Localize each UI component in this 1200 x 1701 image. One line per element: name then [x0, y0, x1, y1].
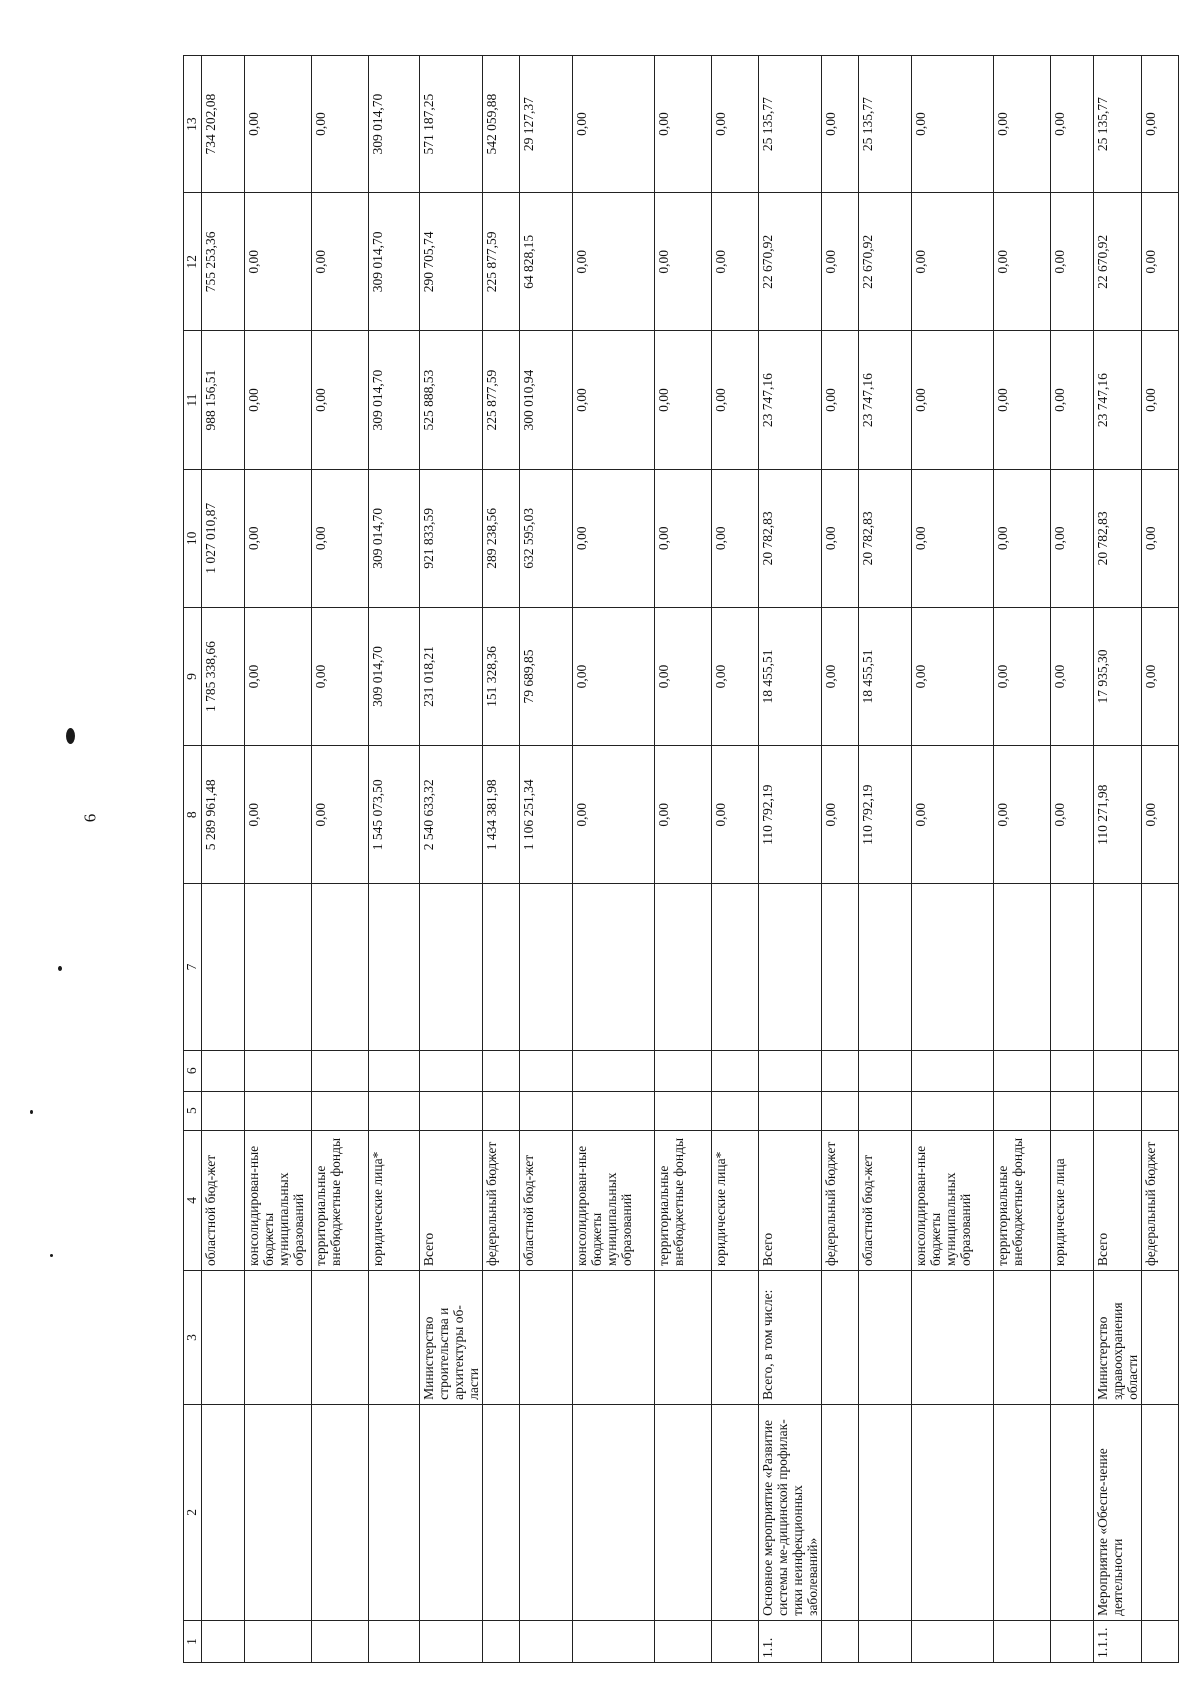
- value-cell: 0,00: [312, 469, 369, 607]
- cell-c3: [520, 1271, 573, 1405]
- cell-c3: [202, 1271, 245, 1405]
- empty-cell: [520, 1050, 573, 1091]
- cell-c1: [312, 1620, 369, 1662]
- table-row: [483, 56, 520, 1663]
- empty-cell: [483, 1091, 520, 1130]
- value-cell: 0,00: [245, 56, 312, 193]
- cell-c4: консолидирован-ные бюджеты муниципальных образований: [573, 1130, 655, 1270]
- cell-c1: [520, 1620, 573, 1662]
- empty-cell: [312, 884, 369, 1050]
- cell-c4: областной бюд-жет: [520, 1130, 573, 1270]
- empty-cell: [822, 1050, 859, 1091]
- value-cell: 0,00: [994, 607, 1051, 745]
- cell-c3: [859, 1271, 912, 1405]
- empty-cell: [1094, 1091, 1142, 1130]
- value-cell: 110 792,19: [859, 746, 912, 884]
- value-cell: 20 782,83: [1094, 469, 1142, 607]
- column-number: 4: [184, 1130, 202, 1270]
- value-cell: 921 833,59: [420, 469, 483, 607]
- value-cell: 0,00: [1051, 469, 1094, 607]
- column-number: 3: [184, 1271, 202, 1405]
- cell-c4: территориальные внебюджетные фонды: [994, 1130, 1051, 1270]
- value-cell: 1 027 010,87: [202, 469, 245, 607]
- cell-c4: Всего: [420, 1130, 483, 1270]
- cell-c3: [369, 1271, 420, 1405]
- cell-c1: [859, 1620, 912, 1662]
- empty-cell: [202, 1091, 245, 1130]
- value-cell: 309 014,70: [369, 607, 420, 745]
- cell-c2: Мероприятие «Обеспе-чение деятельности: [1094, 1404, 1142, 1620]
- table-row: [1142, 56, 1179, 1663]
- cell-c4: федеральный бюджет: [1142, 1130, 1179, 1270]
- value-cell: 0,00: [312, 193, 369, 331]
- table-row: [655, 56, 712, 1663]
- cell-c1: [420, 1620, 483, 1662]
- cell-c4: Всего: [1094, 1130, 1142, 1270]
- cell-c4: федеральный бюджет: [822, 1130, 859, 1270]
- column-number: 10: [184, 469, 202, 607]
- table-row: [420, 56, 483, 1663]
- column-number: 13: [184, 56, 202, 193]
- table-row: [573, 56, 655, 1663]
- empty-cell: [245, 1091, 312, 1130]
- value-cell: 0,00: [312, 607, 369, 745]
- column-number: 8: [184, 746, 202, 884]
- value-cell: 0,00: [912, 331, 994, 469]
- empty-cell: [1051, 884, 1094, 1050]
- cell-c3: [912, 1271, 994, 1405]
- value-cell: 0,00: [655, 746, 712, 884]
- cell-c3: [483, 1271, 520, 1405]
- cell-c2: [712, 1404, 759, 1620]
- value-cell: 0,00: [712, 469, 759, 607]
- cell-c3: [712, 1271, 759, 1405]
- value-cell: 0,00: [573, 331, 655, 469]
- cell-c1: [912, 1620, 994, 1662]
- empty-cell: [912, 884, 994, 1050]
- value-cell: 309 014,70: [369, 469, 420, 607]
- empty-cell: [1051, 1091, 1094, 1130]
- empty-cell: [369, 1050, 420, 1091]
- value-cell: 0,00: [655, 56, 712, 193]
- empty-cell: [245, 1050, 312, 1091]
- empty-cell: [312, 1091, 369, 1130]
- value-cell: 0,00: [312, 331, 369, 469]
- cell-c3: Всего, в том числе:: [759, 1271, 822, 1405]
- value-cell: 0,00: [1142, 193, 1179, 331]
- value-cell: 0,00: [245, 746, 312, 884]
- value-cell: 25 135,77: [1094, 56, 1142, 193]
- cell-c1: [822, 1620, 859, 1662]
- value-cell: 0,00: [994, 193, 1051, 331]
- table-row: [822, 56, 859, 1663]
- empty-cell: [1142, 1050, 1179, 1091]
- value-cell: 64 828,15: [520, 193, 573, 331]
- value-cell: 289 238,56: [483, 469, 520, 607]
- cell-c2: [1142, 1404, 1179, 1620]
- value-cell: 79 689,85: [520, 607, 573, 745]
- cell-c4: юридические лица: [1051, 1130, 1094, 1270]
- cell-c3: [994, 1271, 1051, 1405]
- value-cell: 734 202,08: [202, 56, 245, 193]
- value-cell: 0,00: [822, 746, 859, 884]
- empty-cell: [759, 884, 822, 1050]
- empty-cell: [573, 884, 655, 1050]
- empty-cell: [655, 884, 712, 1050]
- value-cell: 0,00: [245, 607, 312, 745]
- value-cell: 0,00: [573, 607, 655, 745]
- value-cell: 23 747,16: [859, 331, 912, 469]
- empty-cell: [994, 1050, 1051, 1091]
- cell-c4: областной бюд-жет: [202, 1130, 245, 1270]
- value-cell: 1 545 073,50: [369, 746, 420, 884]
- empty-cell: [369, 884, 420, 1050]
- empty-cell: [483, 1050, 520, 1091]
- column-number: 7: [184, 884, 202, 1050]
- value-cell: 0,00: [573, 469, 655, 607]
- ink-dot: [58, 966, 62, 971]
- value-cell: 25 135,77: [759, 56, 822, 193]
- empty-cell: [420, 1050, 483, 1091]
- value-cell: 0,00: [822, 331, 859, 469]
- empty-cell: [859, 884, 912, 1050]
- column-number: 11: [184, 331, 202, 469]
- cell-c3: [1051, 1271, 1094, 1405]
- value-cell: 0,00: [994, 746, 1051, 884]
- empty-cell: [1094, 1050, 1142, 1091]
- value-cell: 0,00: [712, 56, 759, 193]
- empty-cell: [245, 884, 312, 1050]
- empty-cell: [859, 1050, 912, 1091]
- cell-c3: [655, 1271, 712, 1405]
- value-cell: 571 187,25: [420, 56, 483, 193]
- cell-c1: [245, 1620, 312, 1662]
- value-cell: 25 135,77: [859, 56, 912, 193]
- empty-cell: [655, 1091, 712, 1130]
- value-cell: 632 595,03: [520, 469, 573, 607]
- value-cell: 0,00: [994, 331, 1051, 469]
- cell-c4: территориальные внебюджетные фонды: [655, 1130, 712, 1270]
- value-cell: 309 014,70: [369, 331, 420, 469]
- value-cell: 0,00: [1051, 607, 1094, 745]
- value-cell: 0,00: [822, 193, 859, 331]
- cell-c1: [994, 1620, 1051, 1662]
- value-cell: 225 877,59: [483, 331, 520, 469]
- value-cell: 309 014,70: [369, 193, 420, 331]
- empty-cell: [520, 1091, 573, 1130]
- value-cell: 542 059,88: [483, 56, 520, 193]
- value-cell: 110 792,19: [759, 746, 822, 884]
- value-cell: 225 877,59: [483, 193, 520, 331]
- value-cell: 290 705,74: [420, 193, 483, 331]
- value-cell: 0,00: [245, 193, 312, 331]
- value-cell: 23 747,16: [1094, 331, 1142, 469]
- empty-cell: [1142, 1091, 1179, 1130]
- cell-c1: [655, 1620, 712, 1662]
- cell-c4: консолидирован-ные бюджеты муниципальных образований: [912, 1130, 994, 1270]
- table-row: [520, 56, 573, 1663]
- empty-cell: [1142, 884, 1179, 1050]
- cell-c1: 1.1.: [759, 1620, 822, 1662]
- empty-cell: [759, 1091, 822, 1130]
- value-cell: 755 253,36: [202, 193, 245, 331]
- value-cell: 0,00: [573, 193, 655, 331]
- cell-c2: [1051, 1404, 1094, 1620]
- value-cell: 29 127,37: [520, 56, 573, 193]
- column-number: 5: [184, 1091, 202, 1130]
- cell-c3: Министерство здравоохранения области: [1094, 1271, 1142, 1405]
- empty-cell: [822, 1091, 859, 1130]
- value-cell: 0,00: [1051, 193, 1094, 331]
- value-cell: 20 782,83: [859, 469, 912, 607]
- value-cell: 0,00: [312, 56, 369, 193]
- column-number: 9: [184, 607, 202, 745]
- empty-cell: [912, 1050, 994, 1091]
- cell-c4: юридические лица*: [369, 1130, 420, 1270]
- table-row: [1094, 56, 1142, 1663]
- value-cell: 0,00: [1142, 746, 1179, 884]
- empty-cell: [369, 1091, 420, 1130]
- column-number: 12: [184, 193, 202, 331]
- cell-c1: [1142, 1620, 1179, 1662]
- value-cell: 17 935,30: [1094, 607, 1142, 745]
- cell-c3: [312, 1271, 369, 1405]
- cell-c4: федеральный бюджет: [483, 1130, 520, 1270]
- cell-c2: [859, 1404, 912, 1620]
- value-cell: 231 018,21: [420, 607, 483, 745]
- table-row: [202, 56, 245, 1663]
- cell-c2: [822, 1404, 859, 1620]
- budget-table: [183, 55, 1179, 1663]
- cell-c3: [573, 1271, 655, 1405]
- value-cell: 18 455,51: [759, 607, 822, 745]
- empty-cell: [202, 1050, 245, 1091]
- cell-c2: [994, 1404, 1051, 1620]
- cell-c4: Всего: [759, 1130, 822, 1270]
- value-cell: 22 670,92: [1094, 193, 1142, 331]
- value-cell: 0,00: [1142, 331, 1179, 469]
- value-cell: 988 156,51: [202, 331, 245, 469]
- empty-cell: [759, 1050, 822, 1091]
- value-cell: 2 540 633,32: [420, 746, 483, 884]
- cell-c2: [369, 1404, 420, 1620]
- table-row: [912, 56, 994, 1663]
- value-cell: 0,00: [712, 746, 759, 884]
- value-cell: 0,00: [912, 469, 994, 607]
- value-cell: 309 014,70: [369, 56, 420, 193]
- table-row: [1051, 56, 1094, 1663]
- value-cell: 1 785 338,66: [202, 607, 245, 745]
- empty-cell: [312, 1050, 369, 1091]
- value-cell: 22 670,92: [859, 193, 912, 331]
- cell-c2: [483, 1404, 520, 1620]
- cell-c2: Основное мероприятие «Развитие системы ме-дицинской профилак-тики неинфекционных заболеваний»: [759, 1404, 822, 1620]
- value-cell: 1 106 251,34: [520, 746, 573, 884]
- rotated-table-wrapper: [183, 55, 1158, 1663]
- empty-cell: [573, 1091, 655, 1130]
- empty-cell: [420, 884, 483, 1050]
- value-cell: 5 289 961,48: [202, 746, 245, 884]
- ink-dot: [50, 1254, 53, 1257]
- table-row: [994, 56, 1051, 1663]
- cell-c1: [1051, 1620, 1094, 1662]
- value-cell: 0,00: [655, 469, 712, 607]
- table-row: [859, 56, 912, 1663]
- table-row: [712, 56, 759, 1663]
- value-cell: 0,00: [912, 746, 994, 884]
- cell-c2: [245, 1404, 312, 1620]
- value-cell: 0,00: [573, 56, 655, 193]
- value-cell: 0,00: [912, 607, 994, 745]
- empty-cell: [712, 884, 759, 1050]
- value-cell: 0,00: [1051, 331, 1094, 469]
- value-cell: 0,00: [912, 56, 994, 193]
- table-row: [312, 56, 369, 1663]
- empty-cell: [520, 884, 573, 1050]
- cell-c2: [520, 1404, 573, 1620]
- cell-c1: [202, 1620, 245, 1662]
- value-cell: 0,00: [655, 331, 712, 469]
- value-cell: 20 782,83: [759, 469, 822, 607]
- value-cell: 0,00: [1142, 56, 1179, 193]
- value-cell: 0,00: [712, 331, 759, 469]
- cell-c3: [822, 1271, 859, 1405]
- value-cell: 23 747,16: [759, 331, 822, 469]
- empty-cell: [655, 1050, 712, 1091]
- cell-c4: консолидирован-ные бюджеты муниципальных образований: [245, 1130, 312, 1270]
- empty-cell: [420, 1091, 483, 1130]
- table-row: [759, 56, 822, 1663]
- cell-c1: [483, 1620, 520, 1662]
- cell-c2: [312, 1404, 369, 1620]
- table-row: [245, 56, 312, 1663]
- page-number: 6: [80, 813, 100, 823]
- value-cell: 0,00: [712, 607, 759, 745]
- value-cell: 151 328,36: [483, 607, 520, 745]
- value-cell: 0,00: [1142, 469, 1179, 607]
- empty-cell: [573, 1050, 655, 1091]
- value-cell: 0,00: [655, 193, 712, 331]
- value-cell: 0,00: [822, 607, 859, 745]
- cell-c2: [202, 1404, 245, 1620]
- ink-dot: [30, 1110, 33, 1114]
- column-number: 1: [184, 1620, 202, 1662]
- value-cell: 525 888,53: [420, 331, 483, 469]
- value-cell: 0,00: [573, 746, 655, 884]
- value-cell: 0,00: [822, 469, 859, 607]
- value-cell: 0,00: [245, 331, 312, 469]
- empty-cell: [202, 884, 245, 1050]
- value-cell: 0,00: [1051, 56, 1094, 193]
- value-cell: 0,00: [655, 607, 712, 745]
- value-cell: 18 455,51: [859, 607, 912, 745]
- value-cell: 0,00: [712, 193, 759, 331]
- ink-blot: [66, 728, 75, 744]
- value-cell: 0,00: [822, 56, 859, 193]
- table-row: [369, 56, 420, 1663]
- header-row: [184, 56, 202, 1663]
- cell-c4: областной бюд-жет: [859, 1130, 912, 1270]
- cell-c2: [573, 1404, 655, 1620]
- cell-c4: территориальные внебюджетные фонды: [312, 1130, 369, 1270]
- value-cell: 0,00: [994, 56, 1051, 193]
- cell-c1: [369, 1620, 420, 1662]
- value-cell: 110 271,98: [1094, 746, 1142, 884]
- value-cell: 300 010,94: [520, 331, 573, 469]
- empty-cell: [1094, 884, 1142, 1050]
- empty-cell: [822, 884, 859, 1050]
- cell-c3: Министерство строительства и архитектуры об-ласти: [420, 1271, 483, 1405]
- value-cell: 0,00: [245, 469, 312, 607]
- value-cell: 0,00: [312, 746, 369, 884]
- cell-c1: 1.1.1.: [1094, 1620, 1142, 1662]
- empty-cell: [1051, 1050, 1094, 1091]
- value-cell: 0,00: [994, 469, 1051, 607]
- value-cell: 0,00: [1142, 607, 1179, 745]
- empty-cell: [994, 1091, 1051, 1130]
- empty-cell: [712, 1091, 759, 1130]
- column-number: 6: [184, 1050, 202, 1091]
- cell-c3: [1142, 1271, 1179, 1405]
- cell-c1: [573, 1620, 655, 1662]
- value-cell: 0,00: [1051, 746, 1094, 884]
- value-cell: 0,00: [912, 193, 994, 331]
- column-number: 2: [184, 1404, 202, 1620]
- empty-cell: [912, 1091, 994, 1130]
- value-cell: 22 670,92: [759, 193, 822, 331]
- cell-c2: [655, 1404, 712, 1620]
- empty-cell: [483, 884, 520, 1050]
- empty-cell: [994, 884, 1051, 1050]
- cell-c2: [912, 1404, 994, 1620]
- value-cell: 1 434 381,98: [483, 746, 520, 884]
- empty-cell: [712, 1050, 759, 1091]
- cell-c2: [420, 1404, 483, 1620]
- cell-c3: [245, 1271, 312, 1405]
- cell-c1: [712, 1620, 759, 1662]
- empty-cell: [859, 1091, 912, 1130]
- cell-c4: юридические лица*: [712, 1130, 759, 1270]
